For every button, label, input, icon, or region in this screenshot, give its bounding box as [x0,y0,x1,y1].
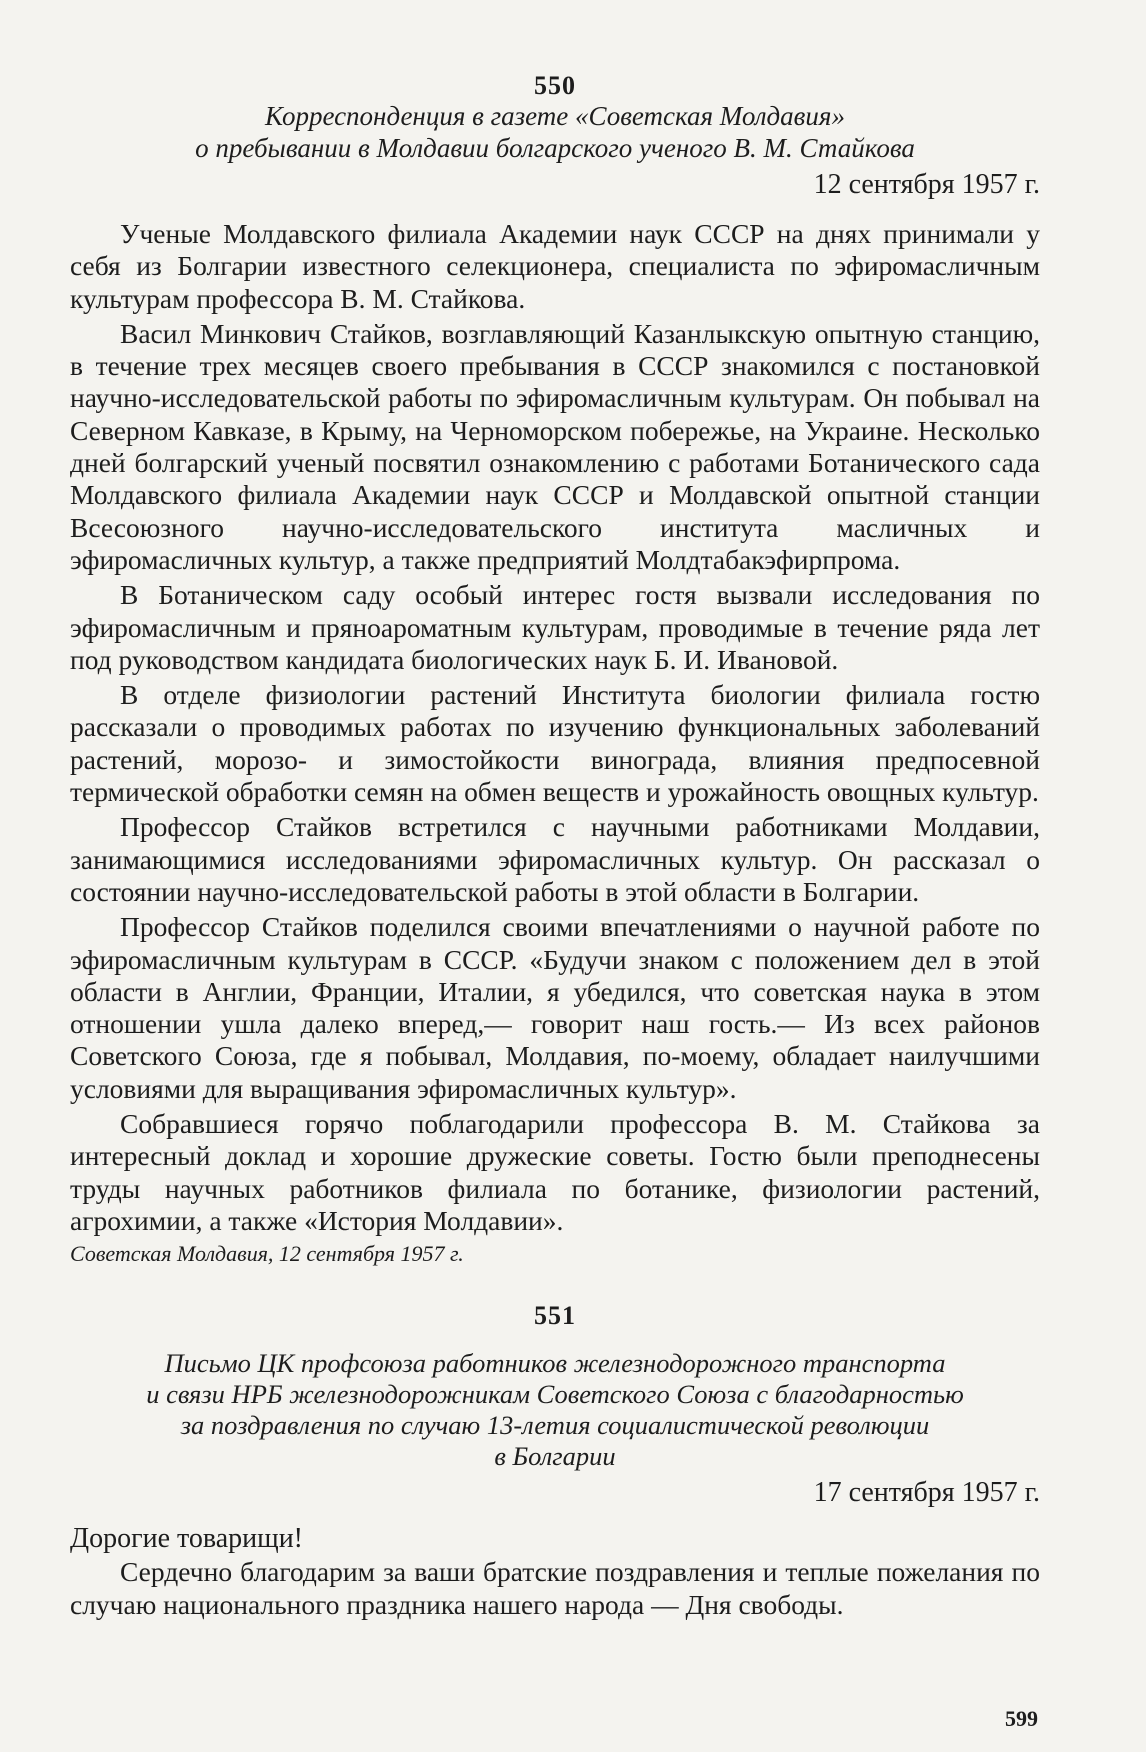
document-date: 12 сентября 1957 г. [813,169,1040,200]
paragraph: Собравшиеся горячо поблагодарили профессора В. М. Стайкова за интересный доклад и хорошие дружеские советы. Гостю были преподнесены труды научных работников филиала по ботанике, физиологии растений, агрохимии, а также «История Молдавии». [70,1108,1040,1236]
paragraph: Васил Минкович Стайков, возглавляющий Казанлыкскую опытную станцию, в течение трех месяцев своего пребывания в СССР знакомился с постановкой научно-исследовательской работы по эфиромасличным культурам. Он побывал на Северном Кавказе, в Крыму, на Черноморском побережье, на Украине. Несколько дней болгарский ученый посвятил ознакомлению с работами Ботанического сада Молдавского филиала Академии наук СССР и Молдавской опытной станции Всесоюзного научно-исследовательского института масличных и эфиромасличных культур, а также предприятий Молдтабакэфирпрома. [70,317,1040,575]
paragraph: Профессор Стайков поделился своими впечатлениями о научной работе по эфиромасличным культурам в СССР. «Будучи знаком с положением дел в этой области в Англии, Франции, Италии, я убедился, что советская наука в этом отношении ушла далеко вперед,— говорит наш гость.— Из всех районов Советского Союза, где я побывал, Молдавия, по-моему, обладает наилучшими условиями для выращивания эфиромасличных культур». [70,911,1040,1104]
heading-line: о пребывании в Молдавии болгарского ученого В. М. Стайкова [195,133,915,163]
paragraph: Профессор Стайков встретился с научными работниками Молдавии, занимающимися исследованиями эфиромасличных культур. Он рассказал о состоянии научно-исследовательской работы в этой области в Болгарии. [70,811,1040,907]
heading-line: Письмо ЦК профсоюза работников железнодорожного транспорта [164,1348,946,1379]
document-number: 551 [534,1301,576,1331]
document-page [70,72,1040,1624]
document-heading [70,1348,1040,1472]
paragraph: В отделе физиологии растений Института биологии филиала гостю рассказали о проводимых работах по изучению функциональных заболеваний растений, морозо- и зимостойкости винограда, влияния предпосевной термической обработки семян на обмен веществ и урожайность овощных культур. [70,679,1040,808]
document-heading [70,100,1040,164]
heading-line: в Болгарии [494,1441,616,1472]
paragraph: Сердечно благодарим за ваши братские поздравления и теплые пожелания по случаю национального праздника нашего народа — Дня свободы. [70,1556,1040,1620]
greeting: Дорогие товарищи! [70,1523,303,1555]
document-body [70,218,1040,1237]
heading-line: и связи НРБ железнодорожникам Советского Союза с благодарностью [146,1379,964,1410]
source-citation: Советская Молдавия, 12 сентября 1957 г. [70,1241,464,1267]
heading-line: за поздравления по случаю 13-летия социалистической революции [180,1410,930,1441]
paragraph: В Ботаническом саду особый интерес гостя вызвали исследования по эфиромасличным и пряноароматным культурам, проводимые в течение ряда лет под руководством кандидата биологических наук Б. И. Ивановой. [70,579,1040,675]
document-date: 17 сентября 1957 г. [813,1477,1040,1509]
paragraph: Ученые Молдавского филиала Академии наук СССР на днях принимали у себя из Болгарии известного селекционера, специалиста по эфиромасличным культурам профессора В. М. Стайкова. [70,218,1040,314]
document-number: 550 [534,71,576,100]
heading-line: Корреспонденция в газете «Советская Молдавия» [265,101,845,131]
page-number: 599 [1005,1706,1038,1731]
